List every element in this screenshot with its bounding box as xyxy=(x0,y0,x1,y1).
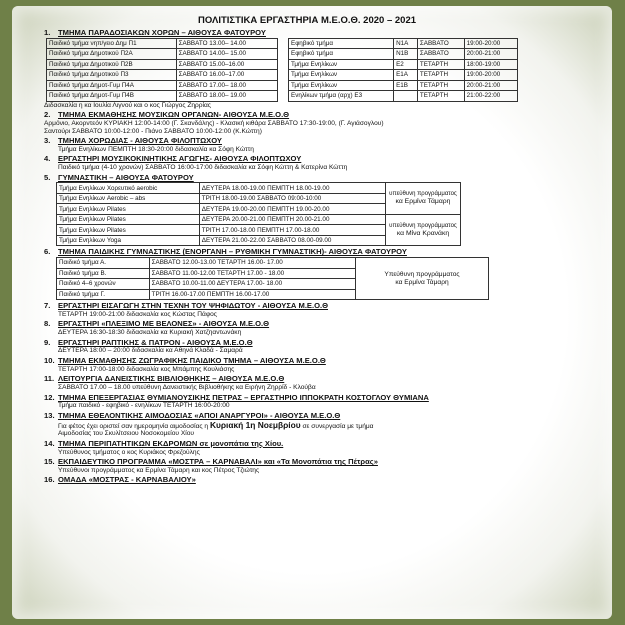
table-cell: ΣΑΒΒΑΤΟ 14.00– 15.00 xyxy=(176,49,277,60)
table-cell: ΔΕΥΤΕΡΑ 21.00-22.00 ΣΑΒΒΑΤΟ 08.00-09.00 xyxy=(199,235,385,246)
section-11-heading: 11. ΛΕΙΤΟΥΡΓΙΑ ΔΑΝΕΙΣΤΙΚΗΣ ΒΙΒΛΙΟΘΗΚΗΣ – ΑΙΘΟΥΣΑ Μ.Ε.Ο.Θ xyxy=(44,374,285,384)
table-cell: ΤΕΤΑΡΤΗ xyxy=(417,91,464,102)
table-cell: Ε1Β xyxy=(394,80,418,91)
table-cell: Ν1Β xyxy=(394,49,418,60)
table-cell: ΣΑΒΒΑΤΟ 17.00– 18.00 xyxy=(176,80,277,91)
table-cell: Τμήμα Ενηλίκων xyxy=(289,80,394,91)
table-row xyxy=(47,70,278,81)
table-cell: Παιδικό τμήμα Δημοτ-Γυμ Π4Α xyxy=(47,80,177,91)
section-6-heading: 6. ΤΜΗΜΑ ΠΑΙΔΙΚΗΣ ΓΥΜΝΑΣΤΙΚΗΣ (ΕΝΟΡΓΑΝΗ – ΡΥΘΜΙΚΗ ΓΥΜΝΑΣΤΙΚΗ)- ΑΙΘΟΥΣΑ ΦΑΤΟΥΡΟΥ xyxy=(44,247,407,257)
section-5-heading: 5. ΓΥΜΝΑΣΤΙΚΗ – ΑΙΘΟΥΣΑ ΦΑΤΟΥΡΟΥ xyxy=(44,172,194,182)
table-cell: 18:00-19:00 xyxy=(464,59,517,70)
kids-gym-responsible: Υπεύθυνη προγράμματος κα Ερμίνα Τάμαρη xyxy=(356,257,489,300)
table-row xyxy=(289,70,518,81)
section-2-line-2: Σαντούρι ΣΑΒΒΑΤΟ 10:00-12:00 - Πιάνο ΣΑΒΒΑΤΟ 10:00-12:00 (Κ.Κώττη) xyxy=(44,127,262,135)
section-15-line: Υπεύθυνοι προγράμματος κα Ερμίνα Τάμαρη και κος Πέτρος Τζιώτης xyxy=(58,466,260,474)
table-row xyxy=(57,183,386,194)
section-15-heading: 15. ΕΚΠΑΙΔΕΥΤΙΚΟ ΠΡΟΓΡΑΜΜΑ «ΜΟΣΤΡΑ – ΚΑΡΝΑΒΑΛΙ» και «Τα Μονοπάτια της Πέτρας» xyxy=(44,457,378,467)
section-10-heading: 10. ΤΜΗΜΑ ΕΚΜΑΘΗΣΗΣ ΖΩΓΡΑΦΙΚΗΣ ΠΑΙΔΙΚΟ ΤΜΗΜΑ – ΑΙΘΟΥΣΑ Μ.Ε.Ο.Θ xyxy=(44,356,326,366)
table-cell: Τμήμα Ενηλίκων Yoga xyxy=(57,235,200,246)
gym-table xyxy=(56,182,386,246)
table-cell: ΤΕΤΑΡΤΗ xyxy=(417,70,464,81)
table-cell: ΣΑΒΒΑΤΟ 16.00–17.00 xyxy=(176,70,277,81)
table-cell: 19:00-20:00 xyxy=(464,70,517,81)
section-2-heading: 2. ΤΜΗΜΑ ΕΚΜΑΘΗΣΗΣ ΜΟΥΣΙΚΩΝ ΟΡΓΑΝΩΝ- ΑΙΘΟΥΣΑ Μ.Ε.Ο.Θ xyxy=(44,110,290,120)
table-cell: ΣΑΒΒΑΤΟ 13.00– 14.00 xyxy=(176,38,277,49)
table-cell: ΔΕΥΤΕΡΑ 18.00-19.00 ΠΕΜΠΤΗ 18.00-19.00 xyxy=(199,183,385,194)
table-row xyxy=(57,258,356,269)
table-row xyxy=(289,91,518,102)
table-cell: 20:00-21:00 xyxy=(464,80,517,91)
table-cell: ΣΑΒΒΑΤΟ xyxy=(417,49,464,60)
gym-schedule xyxy=(56,182,570,246)
section-3-heading: 3. ΤΜΗΜΑ ΧΟΡΩΔΙΑΣ - ΑΙΘΟΥΣΑ ΦΙΛΟΠΤΩΧΟΥ xyxy=(44,136,222,146)
section-1-tables xyxy=(46,38,570,102)
section-1-heading: 1. ΤΜΗΜΑ ΠΑΡΑΔΟΣΙΑΚΩΝ ΧΟΡΩΝ – ΑΙΘΟΥΣΑ ΦΑΤΟΥΡΟΥ xyxy=(44,27,266,37)
section-8-line: ΔΕΥΤΕΡΑ 16:30-18:30 διδασκαλία κα Κυριακή Χατζηαντωνάκη xyxy=(58,329,242,337)
table-cell: 21:00-22:00 xyxy=(464,91,517,102)
table-cell: ΣΑΒΒΑΤΟ 11.00-12.00 ΤΕΤΑΡΤΗ 17.00 - 18.00 xyxy=(149,268,355,279)
table-row xyxy=(289,49,518,60)
table-cell: ΣΑΒΒΑΤΟ 12.00-13.00 ΤΕΤΑΡΤΗ 16.00- 17.00 xyxy=(149,258,355,269)
table-cell: Παιδικό τμήμα Δημοτ-Γυμ Π4Β xyxy=(47,91,177,102)
table-cell: Παιδικό τμήμα νηπ/γειο Δημ Π1 xyxy=(47,38,177,49)
section-7-line: ΤΕΤΑΡΤΗ 19:00-21:00 διδασκαλία κος Κώστας Πάφος xyxy=(58,310,217,318)
table-cell: Τμήμα Ενηλίκων Aerobic – abs xyxy=(57,193,200,204)
table-row xyxy=(47,38,278,49)
table-row xyxy=(289,59,518,70)
table-cell: ΣΑΒΒΑΤΟ 15.00–16.00 xyxy=(176,59,277,70)
table-row xyxy=(47,49,278,60)
children-dance-table xyxy=(46,38,278,102)
table-row xyxy=(57,225,386,236)
table-cell: Ε2 xyxy=(394,59,418,70)
section-8-heading: 8. ΕΡΓΑΣΤΗΡΙ «ΠΛΕΞΙΜΟ ΜΕ ΒΕΛΟΝΕΣ» - ΑΙΘΟΥΣΑ Μ.Ε.Ο.Θ xyxy=(44,319,270,329)
table-row xyxy=(57,193,386,204)
table-cell: Ε1Α xyxy=(394,70,418,81)
table-row xyxy=(57,279,356,290)
section-11-line: ΣΑΒΒΑΤΟ 17.00 – 18.00 υπεύθυνη Δανειστικής Βιβλιοθήκης κα Ειρήνη Ζηρρίδ - Κλούβα xyxy=(58,384,316,392)
table-cell: ΤΕΤΑΡΤΗ xyxy=(417,59,464,70)
table-cell: Παιδικό 4–6 χρονών xyxy=(57,279,150,290)
kids-gym-table xyxy=(56,257,356,300)
table-cell: Τμήμα Ενηλίκων xyxy=(289,70,394,81)
table-cell: 20:00-21:00 xyxy=(464,49,517,60)
table-row xyxy=(57,268,356,279)
table-row xyxy=(289,38,518,49)
table-cell: 19:00-20:00 xyxy=(464,38,517,49)
table-cell: Παιδικό τμήμα Α. xyxy=(57,258,150,269)
table-row xyxy=(47,80,278,91)
table-cell: ΣΑΒΒΑΤΟ 10.00-11.00 ΔΕΥΤΕΡΑ 17.00- 18.00 xyxy=(149,279,355,290)
table-row xyxy=(57,289,356,300)
table-cell: Ν1Α xyxy=(394,38,418,49)
table-cell: Τμήμα Ενηλίκων Χορευτικό aerobic xyxy=(57,183,200,194)
table-cell: Παιδικό τμήμα Δημοτικού Π2Β xyxy=(47,59,177,70)
section-12-line: Τμήμα παιδικό - εφηβικό - ενηλίκων ΤΕΤΑΡΤΗ 16:00-20:00 xyxy=(58,402,230,410)
section-7-heading: 7. ΕΡΓΑΣΤΗΡΙ ΕΙΣΑΓΩΓΗ ΣΤΗΝ ΤΕΧΝΗ ΤΟΥ ΨΗΦΙΔΩΤΟΥ - ΑΙΘΟΥΣΑ Μ.Ε.Ο.Θ xyxy=(44,301,329,311)
table-cell xyxy=(394,91,418,102)
table-row xyxy=(57,204,386,215)
section-14-heading: 14. ΤΜΗΜΑ ΠΕΡΙΠΑΤΗΤΙΚΩΝ ΕΚΔΡΟΜΩΝ σε μονοπάτια της Χίου. xyxy=(44,438,284,448)
section-1-note: Διδασκαλία η κα Ιουλία Λιγνού και ο κος Γιώργος Ζηρρίας xyxy=(44,101,211,109)
table-cell: ΔΕΥΤΕΡΑ 20.00-21.00 ΠΕΜΠΤΗ 20.00-21.00 xyxy=(199,214,385,225)
section-9-line: ΔΕΥΤΕΡΑ 18:00 – 20:00 διδασκαλία κα Αθηνά Κλαδά - Σαμαρά xyxy=(58,347,243,355)
gym-responsible: υπεύθυνη προγράμματος κα Ερμίνα Τάμαρη υπεύθυνη προγράμματος κα Μίνα Κρανάκη xyxy=(386,182,461,246)
table-cell: ΔΕΥΤΕΡΑ 19.00-20.00 ΠΕΜΠΤΗ 19.00-20.00 xyxy=(199,204,385,215)
adult-dance-table xyxy=(288,38,518,102)
table-cell: ΣΑΒΒΑΤΟ xyxy=(417,38,464,49)
section-10-line: ΤΕΤΑΡΤΗ 17:00-18:00 διδασκαλία κος Μπάμπης Κουλιάσης xyxy=(58,365,235,373)
table-cell: ΤΕΤΑΡΤΗ xyxy=(417,80,464,91)
table-cell: ΤΡΙΤΗ 16.00-17.00 ΠΕΜΠΤΗ 16.00-17.00 xyxy=(149,289,355,300)
table-cell: Παιδικό τμήμα Δημοτικού Π3 xyxy=(47,70,177,81)
section-9-heading: 9. ΕΡΓΑΣΤΗΡΙ ΡΑΠΤΙΚΗΣ & ΠΑΤΡΟΝ - ΑΙΘΟΥΣΑ Μ.Ε.Ο.Θ xyxy=(44,337,253,347)
section-2-line-1: Αρμόνιο, Ακορντεόν ΚΥΡΙΑΚΗ 12:00-14:00 (Γ. Σκανδάλης) - Κλασική κιθάρα ΣΑΒΒΑΤΟ 17:30-19:00, (Γ. Αγιάσογλου) xyxy=(44,119,384,127)
table-cell: Παιδικό τμήμα Δημοτικού Π2Α xyxy=(47,49,177,60)
table-cell: Τμήμα Ενηλίκων Pilates xyxy=(57,214,200,225)
table-cell: Εφηβικό τμήμα xyxy=(289,49,394,60)
page-title: ΠΟΛΙΤΙΣΤΙΚΑ ΕΡΓΑΣΤΗΡΙΑ Μ.Ε.Ο.Θ. 2020 – 2021 xyxy=(197,15,417,26)
section-4-heading: 4. ΕΡΓΑΣΤΗΡΙ ΜΟΥΣΙΚΟΚΙΝΗΤΙΚΗΣ ΑΓΩΓΗΣ- ΑΙΘΟΥΣΑ ΦΙΛΟΠΤΩΧΟΥ xyxy=(44,154,302,164)
table-cell: ΤΡΙΤΗ 17.00-18.00 ΠΕΜΠΤΗ 17.00-18.00 xyxy=(199,225,385,236)
kids-gym-schedule xyxy=(56,257,570,300)
table-cell: Τμήμα Ενηλίκων xyxy=(289,59,394,70)
table-cell: Παιδικό τμήμα Γ. xyxy=(57,289,150,300)
table-row xyxy=(47,91,278,102)
section-13-heading: 13. ΤΜΗΜΑ ΕΘΕΛΟΝΤΙΚΗΣ ΑΙΜΟΔΟΣΙΑΣ «ΑΠΟΙ ΑΝΑΡΓΥΡΟΙ» - ΑΙΘΟΥΣΑ Μ.Ε.Ο.Θ xyxy=(44,410,341,420)
table-row xyxy=(47,59,278,70)
table-cell: Εφηβικό τμήμα xyxy=(289,38,394,49)
table-row xyxy=(57,235,386,246)
table-cell: Τμήμα Ενηλίκων Pilates xyxy=(57,225,200,236)
section-13-line: Για φέτος έχει οριστεί σαν ημερομηνία αιμοδοσίας η Κυριακή 1η Νοεμβρίου σε συνεργασία με τμήμα xyxy=(58,419,374,430)
table-cell: ΤΡΙΤΗ 18.00-19.00 ΣΑΒΒΑΤΟ 09:00-10:00 xyxy=(199,193,385,204)
table-cell: Τμήμα Ενηλίκων Pilates xyxy=(57,204,200,215)
section-3-line: Τμήμα Ενηλίκων ΠΕΜΠΤΗ 18:30-20:00 διδασκαλία κα Σόφη Κώττη xyxy=(58,145,254,153)
table-cell: Ενηλίκων τμήμα (αρχ) Ε3 xyxy=(289,91,394,102)
table-row xyxy=(57,214,386,225)
section-14-line: Υπεύθυνος τμήματος ο κος Κυριάκος Φρεζούλης xyxy=(58,448,200,456)
section-13-line-2: Αιμοδοσίας του Σκυλίτσειου Νοσοκομείου Χίου xyxy=(58,430,194,438)
section-12-heading: 12. ΤΜΗΜΑ ΕΠΕΞΕΡΓΑΣΙΑΣ ΘΥΜΙΑΝΟΥΣΙΚΗΣ ΠΕΤΡΑΣ – ΕΡΓΑΣΤΗΡΙΟ ΙΠΠΟΚΡΑΤΗ ΚΟΣΤΟΓΛΟΥ ΘΥΜΙΑΝΑ xyxy=(44,392,429,402)
table-row xyxy=(289,80,518,91)
document-page xyxy=(44,14,570,598)
table-cell: ΣΑΒΒΑΤΟ 18.00– 19.00 xyxy=(176,91,277,102)
section-16-heading: 16. ΟΜΑΔΑ «ΜΟΣΤΡΑΣ - ΚΑΡΝΑΒΑΛΙΟΥ» xyxy=(44,475,196,485)
table-cell: Παιδικό τμήμα Β. xyxy=(57,268,150,279)
section-4-line: Παιδικό τμήμα (4-10 χρονών) ΣΑΒΒΑΤΟ 16:00-17:00 διδασκαλία κα Σόφη Κώττη & Κατερίνα Κώττη xyxy=(58,164,348,172)
